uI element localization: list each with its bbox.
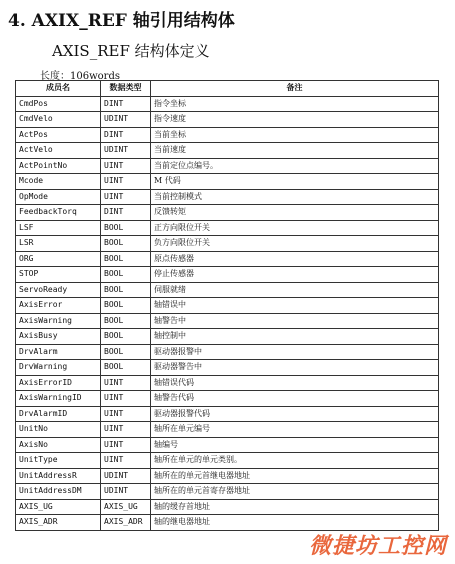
cell-remark: 停止传感器 (151, 267, 439, 283)
table-row (16, 220, 439, 236)
cell-data-type: AXIS_ADR (101, 515, 151, 531)
table-row (16, 360, 439, 376)
cell-remark: 当前控制模式 (151, 189, 439, 205)
cell-member-name: LSR (16, 236, 101, 252)
cell-remark: 轴所在单元的单元类别。 (151, 453, 439, 469)
table-row (16, 422, 439, 438)
cell-member-name: AxisBusy (16, 329, 101, 345)
cell-member-name: ActVelo (16, 143, 101, 159)
cell-data-type: BOOL (101, 267, 151, 283)
cell-member-name: DrvAlarmID (16, 406, 101, 422)
cell-data-type: BOOL (101, 329, 151, 345)
cell-remark: 当前定位点编号。 (151, 158, 439, 174)
cell-member-name: AXIS_ADR (16, 515, 101, 531)
cell-remark: 驱动器警告中 (151, 360, 439, 376)
cell-member-name: AxisNo (16, 437, 101, 453)
table-row (16, 205, 439, 221)
table-row (16, 282, 439, 298)
cell-member-name: UnitNo (16, 422, 101, 438)
table-row (16, 375, 439, 391)
table-row (16, 484, 439, 500)
cell-member-name: AxisWarning (16, 313, 101, 329)
cell-data-type: UDINT (101, 484, 151, 500)
cell-member-name: CmdPos (16, 96, 101, 112)
cell-remark: 指令速度 (151, 112, 439, 128)
table-row (16, 298, 439, 314)
cell-data-type: BOOL (101, 282, 151, 298)
cell-data-type: BOOL (101, 313, 151, 329)
cell-data-type: UDINT (101, 468, 151, 484)
cell-remark: 轴警告代码 (151, 391, 439, 407)
table-row (16, 267, 439, 283)
cell-remark: 轴的继电器地址 (151, 515, 439, 531)
cell-data-type: DINT (101, 96, 151, 112)
cell-data-type: DINT (101, 205, 151, 221)
table-row (16, 174, 439, 190)
table-row (16, 453, 439, 469)
header-member-name: 成员名 (16, 81, 101, 97)
cell-data-type: UINT (101, 174, 151, 190)
cell-member-name: ServoReady (16, 282, 101, 298)
cell-member-name: OpMode (16, 189, 101, 205)
cell-remark: 负方向限位开关 (151, 236, 439, 252)
cell-remark: 当前坐标 (151, 127, 439, 143)
cell-data-type: UDINT (101, 112, 151, 128)
cell-data-type: BOOL (101, 220, 151, 236)
cell-member-name: CmdVelo (16, 112, 101, 128)
cell-data-type: UINT (101, 406, 151, 422)
cell-member-name: DrvWarning (16, 360, 101, 376)
cell-member-name: AxisError (16, 298, 101, 314)
cell-remark: 轴所在单元编号 (151, 422, 439, 438)
table-row (16, 499, 439, 515)
table-row (16, 329, 439, 345)
table-row (16, 143, 439, 159)
header-remark: 备注 (151, 81, 439, 97)
cell-remark: 指令坐标 (151, 96, 439, 112)
cell-data-type: BOOL (101, 236, 151, 252)
cell-remark: 轴所在的单元首寄存器地址 (151, 484, 439, 500)
cell-member-name: AxisErrorID (16, 375, 101, 391)
cell-member-name: AxisWarningID (16, 391, 101, 407)
section-heading: 4. AXIX_REF 轴引用结构体 (8, 11, 235, 31)
table-row (16, 344, 439, 360)
table-row (16, 313, 439, 329)
table-row (16, 437, 439, 453)
cell-remark: 轴编号 (151, 437, 439, 453)
cell-remark: 驱动器报警中 (151, 344, 439, 360)
cell-remark: 轴控制中 (151, 329, 439, 345)
cell-member-name: FeedbackTorq (16, 205, 101, 221)
cell-member-name: UnitType (16, 453, 101, 469)
cell-remark: 反馈转矩 (151, 205, 439, 221)
cell-remark: 正方向限位开关 (151, 220, 439, 236)
cell-member-name: LSF (16, 220, 101, 236)
struct-member-table (15, 80, 439, 531)
cell-member-name: ActPointNo (16, 158, 101, 174)
cell-data-type: AXIS_UG (101, 499, 151, 515)
cell-member-name: UnitAddressDM (16, 484, 101, 500)
table-row (16, 127, 439, 143)
cell-remark: 当前速度 (151, 143, 439, 159)
cell-remark: 原点传感器 (151, 251, 439, 267)
cell-data-type: UINT (101, 391, 151, 407)
cell-data-type: BOOL (101, 344, 151, 360)
table-row (16, 96, 439, 112)
table-row (16, 112, 439, 128)
cell-remark: M 代码 (151, 174, 439, 190)
cell-member-name: ActPos (16, 127, 101, 143)
table-row (16, 468, 439, 484)
table-row (16, 515, 439, 531)
table-row (16, 251, 439, 267)
cell-data-type: BOOL (101, 251, 151, 267)
cell-member-name: AXIS_UG (16, 499, 101, 515)
cell-remark: 轴错误中 (151, 298, 439, 314)
cell-member-name: Mcode (16, 174, 101, 190)
cell-remark: 轴错误代码 (151, 375, 439, 391)
cell-data-type: UINT (101, 375, 151, 391)
header-data-type: 数据类型 (101, 81, 151, 97)
cell-member-name: DrvAlarm (16, 344, 101, 360)
table-row (16, 391, 439, 407)
cell-member-name: ORG (16, 251, 101, 267)
cell-data-type: UINT (101, 422, 151, 438)
watermark-logo: 微捷坊工控网 (308, 534, 447, 559)
cell-data-type: UINT (101, 437, 151, 453)
table-body (16, 96, 439, 530)
cell-data-type: UINT (101, 158, 151, 174)
cell-remark: 轴的缓存首地址 (151, 499, 439, 515)
cell-data-type: DINT (101, 127, 151, 143)
cell-member-name: UnitAddressR (16, 468, 101, 484)
table-row (16, 236, 439, 252)
cell-remark: 轴警告中 (151, 313, 439, 329)
cell-remark: 驱动器报警代码 (151, 406, 439, 422)
cell-data-type: BOOL (101, 298, 151, 314)
cell-data-type: UINT (101, 453, 151, 469)
struct-subheading: AXIS_REF 结构体定义 (52, 42, 210, 60)
table-row (16, 158, 439, 174)
table-row (16, 189, 439, 205)
cell-data-type: UDINT (101, 143, 151, 159)
cell-remark: 轴所在的单元首继电器地址 (151, 468, 439, 484)
length-label: 长度：106words (40, 71, 120, 82)
cell-data-type: BOOL (101, 360, 151, 376)
table-row (16, 406, 439, 422)
cell-member-name: STOP (16, 267, 101, 283)
table-header-row (16, 81, 439, 97)
cell-data-type: UINT (101, 189, 151, 205)
cell-remark: 伺服就绪 (151, 282, 439, 298)
